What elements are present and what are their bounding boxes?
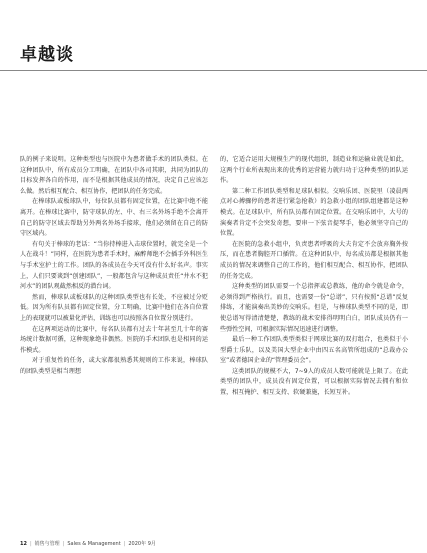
paragraph: 在这两项运动的比赛中，每名队员都有过去十年甚至几十年的赛场统计数据可循，这种现象绝非偶然。医院的手术团队也是相同的运作模式。: [20, 325, 208, 354]
paragraph: 最后一种工作团队类型类似于网球比赛的双打组合，也类似于小型爵士乐队，以及美国大型企业中由四五名高管所组成的“总裁办公室”或者德国企业的“管理委员会”。: [220, 336, 408, 365]
right-column: [220, 155, 408, 399]
journal-name-cn: 销售与管理: [34, 541, 60, 547]
paragraph: 这种类型的团队需要一个总指挥或总教练，他的命令就是命令，必须得到严格执行。而且，也需要一份“总谱”，只有按照“总谱”反复排练，才能演奏出美妙的交响乐。但是，与棒球队类型不同的是，即使总谱写得清清楚楚，教练的战术安排得明明白白，团队成员仍有一些弹性空间，可根据实际情况迅速进行调整。: [220, 283, 408, 333]
footer-separator: |: [62, 540, 65, 547]
paragraph: 在棒球队或板球队中，每位队员都有固定位置，在比赛中绝不能离开。在棒球比赛中，防守球队的左、中、右三名外场手绝不会离开自己的防守区域去帮助另外两名外场手接球，他们必须留在自己的防守区域内。: [20, 198, 208, 238]
page-title: 卓越谈: [20, 45, 74, 65]
left-column: [20, 155, 208, 377]
paragraph: 第二种工作团队类型和足球队相似。交响乐团、医院里（凌晨两点对心搏骤停的患者进行紧急抢救）的急救小组的团队组建都是这种模式。在足球队中，所有队员都有固定位置。在交响乐团中，大号的演奏者肯定不会突发奇想，要串一下弦音提琴手，他必须坚守自己的位置。: [220, 187, 408, 238]
paragraph: 有句关于棒球的老话：“当你持棒进入击球位置时，就完全是一个人在战斗！”同样，在医院为患者手术时，麻醉师绝不会插手外科医生与手术室护士的工作。团队的各成员在今天可没有什么好名声。事实上，人们只要谈到“创建团队”，一般都包含与这种成员责任“井水不犯河水”的团队观截然相反的潜台词。: [20, 240, 208, 291]
journal-name-en: Sales & Management: [67, 540, 121, 547]
paragraph: 这类团队的规模不大，7~9人的成员人数可能就是上限了。在此类型的团队中，成员没有固定位置，可以根据实际情况去拥有和位置，相互掩护、相互支持、软硬兼施，长短互补。: [220, 367, 408, 397]
page-footer: [20, 540, 156, 547]
paragraph: 队的例子来说明。这种类型也与医院中为患者做手术的团队类似。在这种团队中，所有成员分工明确，在团队中各司其职，共同为团队的目标发挥各自的作用，而不是根据其他成员的情况，决定自己应该怎么做。然后相互配合、相互协作，把团队的任务完成。: [20, 156, 208, 195]
footer-separator: |: [29, 540, 32, 547]
paragraph: 然而，棒球队或板球队的这种团队类型也有长处，不应被过分贬低。因为所有队员都有固定位置，分工明确，比赛中他们在各自位置上的表现就可以被量化评估，训练也可以按照各自位置分别进行。: [20, 293, 208, 322]
title-divider: [0, 70, 427, 71]
paragraph: 的，它适合运用大规模生产的现代组织，制造业和运输业就是如此，这两个行业所表现出来的优秀的运营能力就归功于这种类型的团队运作。: [220, 156, 408, 185]
issue-date: 2020年 9月: [128, 541, 156, 547]
paragraph: 在医院的急救小组中，负责患者呼吸的大夫肯定不会放弃胸外按压，而在患者胸腔开口插管。在这种团队中，每名成员都是根据其他成员的情况来调整自己的工作的，他们相互配合、相互协作，把团队的任务完成。: [220, 240, 408, 280]
page-number: 12: [20, 540, 27, 547]
footer-separator: |: [123, 540, 126, 547]
paragraph: 对于重复性的任务，或大家都很熟悉其规则的工作来说，棒球队的团队类型是相当理想: [20, 357, 208, 375]
